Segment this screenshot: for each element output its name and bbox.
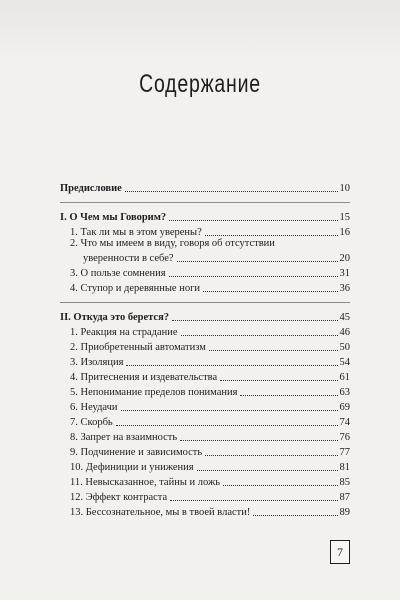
toc-entry-page: 54 [339, 357, 350, 368]
leader-dots [121, 409, 338, 411]
toc-entry-page: 76 [339, 432, 350, 443]
toc-entry [70, 355, 350, 369]
toc-entry [70, 475, 350, 489]
toc-entry [70, 266, 350, 280]
leader-dots [116, 424, 338, 426]
toc-entry-page: 15 [339, 212, 350, 223]
toc-entry-page: 74 [339, 417, 350, 428]
toc-entry [70, 505, 350, 519]
toc-entry-page: 16 [339, 227, 350, 238]
toc-entry [70, 400, 350, 414]
toc-entry-label: 9. Подчинение и зависимость [70, 447, 203, 458]
leader-dots [180, 439, 337, 441]
page-number-box: 7 [330, 540, 350, 564]
toc-entry-label: 4. Притеснения и издевательства [70, 372, 218, 383]
leader-dots [197, 469, 338, 471]
leader-dots [170, 499, 337, 501]
toc-entry-page: 36 [339, 283, 350, 294]
bleed-through-shadow [0, 0, 400, 70]
toc-entry-preface [60, 181, 350, 195]
leader-dots [126, 364, 337, 366]
toc-entry-page: 69 [339, 402, 350, 413]
leader-dots [125, 190, 338, 192]
leader-dots [169, 275, 338, 277]
leader-dots [172, 319, 337, 321]
toc-entry-label: 6. Неудачи [70, 402, 118, 413]
toc-entry-label: 7. Скорбь [70, 417, 113, 428]
toc-entry [70, 490, 350, 504]
leader-dots [223, 484, 337, 486]
toc-entry-label: Предисловие [60, 183, 122, 194]
toc-entry [70, 325, 350, 339]
toc-entry [70, 430, 350, 444]
leader-dots [209, 349, 338, 351]
toc-entry-label: II. Откуда это берется? [60, 312, 170, 323]
leader-dots [240, 394, 337, 396]
page-title: Содержание [139, 70, 261, 98]
toc-entry-label: 4. Ступор и деревянные ноги [70, 283, 200, 294]
toc-entry-page: 45 [339, 312, 350, 323]
toc-entry-page: 89 [339, 507, 350, 518]
leader-dots [220, 379, 337, 381]
toc-entry [70, 385, 350, 399]
toc-entry-page: 81 [339, 462, 350, 473]
leader-dots [203, 290, 338, 292]
toc-entry-page: 46 [339, 327, 350, 338]
toc-entry-label: 2. Приобретенный автоматизм [70, 342, 206, 353]
toc-entry [70, 225, 350, 239]
toc-section-2 [60, 310, 350, 324]
toc-entry-page: 31 [339, 268, 350, 279]
toc-entry-page: 20 [339, 253, 350, 264]
leader-dots [253, 514, 337, 516]
toc-entry [70, 460, 350, 474]
toc-entry [70, 340, 350, 354]
toc-entry-label: 1. Реакция на страдание [70, 327, 178, 338]
section-divider [60, 202, 350, 203]
toc-entry-label: 5. Непонимание пределов понимания [70, 387, 238, 398]
toc-entry-label: 8. Запрет на взаимность [70, 432, 178, 443]
toc-entry-label: I. О Чем мы Говорим? [60, 212, 167, 223]
toc-entry [70, 415, 350, 429]
toc-entry [83, 251, 350, 265]
leader-dots [169, 219, 337, 221]
toc-entry-page: 63 [339, 387, 350, 398]
toc-entry-label: уверенности в себе? [83, 253, 174, 264]
toc-entry-page: 50 [339, 342, 350, 353]
toc-entry-first-line: 2. Что мы имеем в виду, говоря об отсутствии [70, 238, 275, 249]
toc-entry [70, 370, 350, 384]
toc-entry-label: 1. Так ли мы в этом уверены? [70, 227, 202, 238]
toc-entry-label: 3. Изоляция [70, 357, 124, 368]
toc-entry-label: 11. Невысказанное, тайны и ложь [70, 477, 221, 488]
toc-entry-page: 85 [339, 477, 350, 488]
toc-entry-label: 10. Дефиниции и унижения [70, 462, 194, 473]
toc-entry [70, 445, 350, 459]
toc-entry-page: 61 [339, 372, 350, 383]
leader-dots [181, 334, 338, 336]
toc-entry-label: 13. Бессознательное, мы в твоей власти! [70, 507, 251, 518]
leader-dots [177, 260, 338, 262]
leader-dots [205, 454, 337, 456]
toc-entry-label: 12. Эффект контраста [70, 492, 168, 503]
toc-entry-label: 3. О пользе сомнения [70, 268, 166, 279]
section-divider [60, 302, 350, 303]
toc-entry-page: 10 [339, 183, 350, 194]
leader-dots [205, 234, 338, 236]
toc-entry [70, 281, 350, 295]
toc-entry-page: 87 [339, 492, 350, 503]
toc-entry-page: 77 [339, 447, 350, 458]
toc-section-1 [60, 210, 350, 224]
